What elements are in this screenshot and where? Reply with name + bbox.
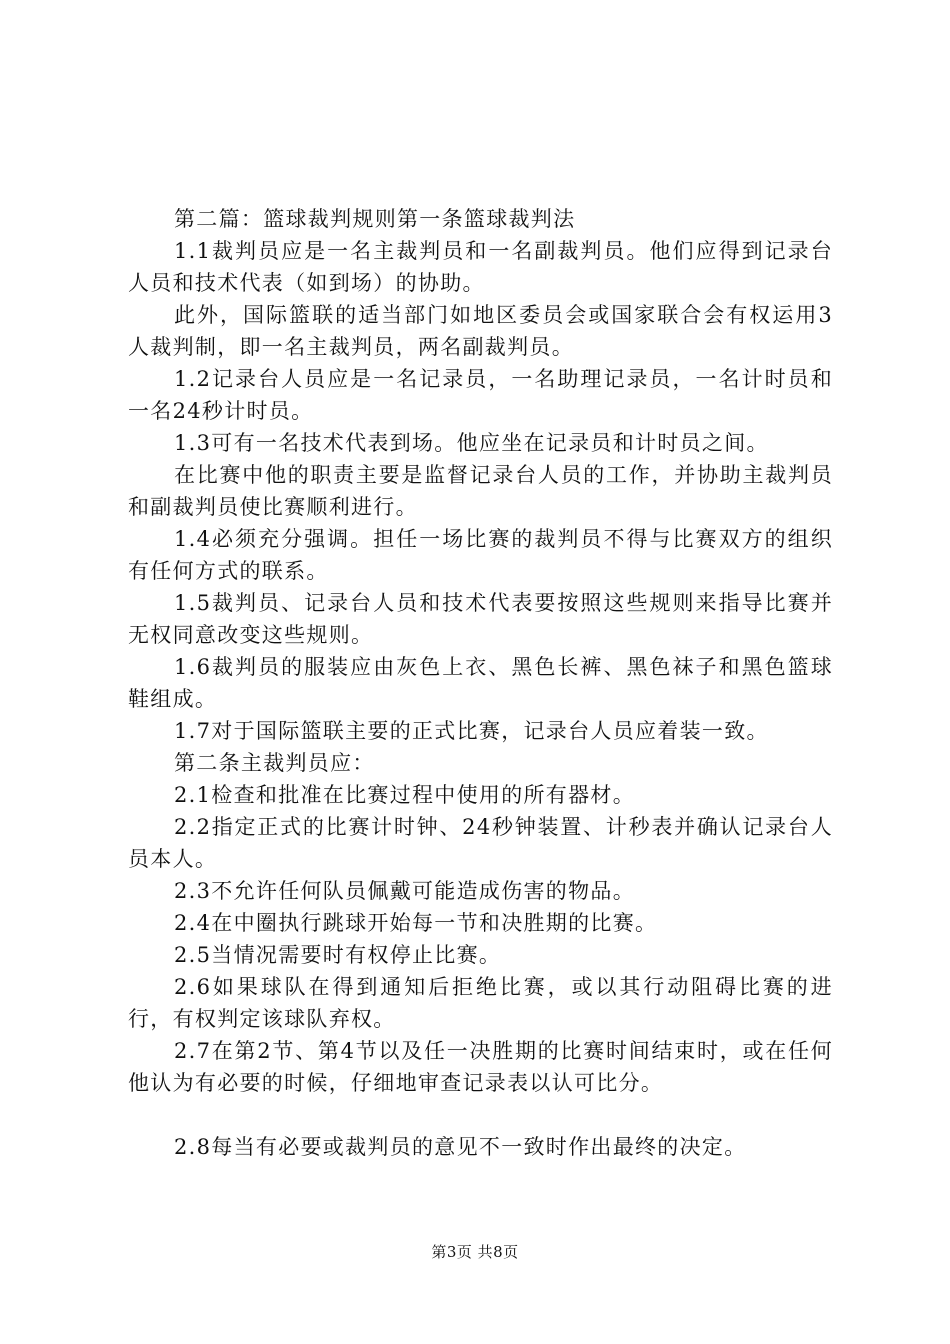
paragraph-2-1: 2.1检查和批准在比赛过程中使用的所有器材。 — [174, 783, 635, 807]
document-body — [128, 203, 833, 1163]
paragraph-2-8: 2.8每当有必要或裁判员的意见不一致时作出最终的决定。 — [174, 1135, 747, 1159]
chapter-heading: 第二篇：篮球裁判规则第一条篮球裁判法 — [174, 207, 576, 231]
paragraph-2-6: 2.6如果球队在得到通知后拒绝比赛，或以其行动阻碍比赛的进行，有权判定该球队弃权。 — [128, 975, 833, 1031]
paragraph-2-3: 2.3不允许任何队员佩戴可能造成伤害的物品。 — [174, 879, 635, 903]
paragraph-1-6: 1.6裁判员的服装应由灰色上衣、黑色长裤、黑色袜子和黑色篮球鞋组成。 — [128, 655, 833, 711]
paragraph-1-2: 1.2记录台人员应是一名记录员，一名助理记录员，一名计时员和一名24秒计时员。 — [128, 367, 833, 423]
paragraph-1-7: 1.7对于国际篮联主要的正式比赛，记录台人员应着装一致。 — [174, 719, 769, 743]
page-footer: 第3页 共8页 — [431, 1243, 519, 1261]
paragraph-fiba-note: 此外，国际篮联的适当部门如地区委员会或国家联合会有权运用3人裁判制，即一名主裁判员，两名副裁判员。 — [128, 303, 833, 359]
paragraph-1-1: 1.1裁判员应是一名主裁判员和一名副裁判员。他们应得到记录台人员和技术代表（如到场）的协助。 — [128, 239, 833, 295]
paragraph-2-5: 2.5当情况需要时有权停止比赛。 — [174, 943, 502, 967]
paragraph-1-3: 1.3可有一名技术代表到场。他应坐在记录员和计时员之间。 — [174, 431, 769, 455]
paragraph-1-4: 1.4必须充分强调。担任一场比赛的裁判员不得与比赛双方的组织有任何方式的联系。 — [128, 527, 833, 583]
paragraph-2-7: 2.7在第2节、第4节以及任一决胜期的比赛时间结束时，或在任何他认为有必要的时候，仔细地审查记录表以认可比分。 — [128, 1039, 833, 1095]
paragraph-2-2: 2.2指定正式的比赛计时钟、24秒钟装置、计秒表并确认记录台人员本人。 — [128, 815, 833, 871]
paragraph-1-5: 1.5裁判员、记录台人员和技术代表要按照这些规则来指导比赛并无权同意改变这些规则。 — [128, 591, 833, 647]
paragraph-2-4: 2.4在中圈执行跳球开始每一节和决胜期的比赛。 — [174, 911, 658, 935]
paragraph-commissioner-duty: 在比赛中他的职责主要是监督记录台人员的工作，并协助主裁判员和副裁判员使比赛顺利进行。 — [128, 463, 833, 519]
section-heading-article-2: 第二条主裁判员应： — [174, 751, 375, 775]
